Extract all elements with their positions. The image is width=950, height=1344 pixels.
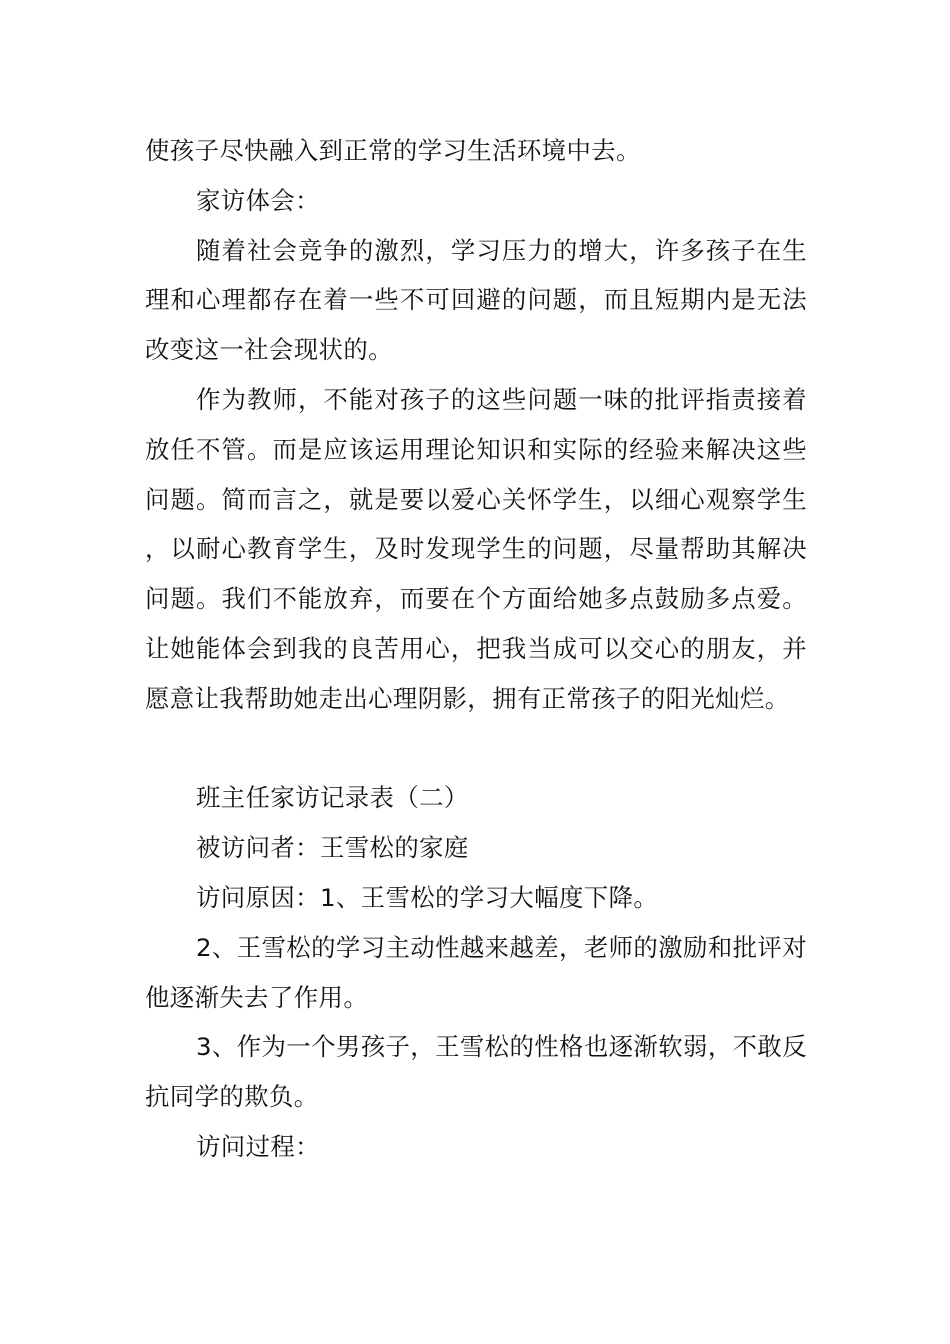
heading-home-visit-reflection: 家访体会：: [196, 185, 320, 215]
field-visit-reason: 访问原因：1、王雪松的学习大幅度下降。: [196, 882, 659, 912]
blank-line: [145, 724, 807, 774]
paragraph-continuation: 使孩子尽快融入到正常的学习生活环境中去。: [145, 136, 641, 165]
heading-visit-record-two: 班主任家访记录表（二）: [196, 783, 469, 813]
field-visitee: 被访问者：王雪松的家庭: [196, 833, 469, 863]
field-visit-process: 访问过程：: [196, 1131, 320, 1161]
paragraph-social-pressure: 随着社会竞争的激烈，学习压力的增大，许多孩子在生理和心理都存在着一些不可回避的问题，而且短期内是无法改变这一社会现状的。: [145, 235, 807, 365]
reason-item-3: 3、作为一个男孩子，王雪松的性格也逐渐软弱，不敢反抗同学的欺负。: [145, 1032, 807, 1112]
reason-item-2: 2、王雪松的学习主动性越来越差，老师的激励和批评对他逐渐失去了作用。: [145, 932, 807, 1012]
document-body: [145, 126, 807, 1172]
paragraph-teacher-role: 作为教师，不能对孩子的这些问题一味的批评指责接着放任不管。而是应该运用理论知识和实际的经验来解决这些问题。简而言之，就是要以爱心关怀学生，以细心观察学生，以耐心教育学生，及时发现学生的问题，尽量帮助其解决问题。我们不能放弃，而要在个方面给她多点鼓励多点爱。让她能体会到我的良苦用心，把我当成可以交心的朋友，并愿意让我帮助她走出心理阴影，拥有正常孩子的阳光灿烂。: [145, 384, 807, 713]
